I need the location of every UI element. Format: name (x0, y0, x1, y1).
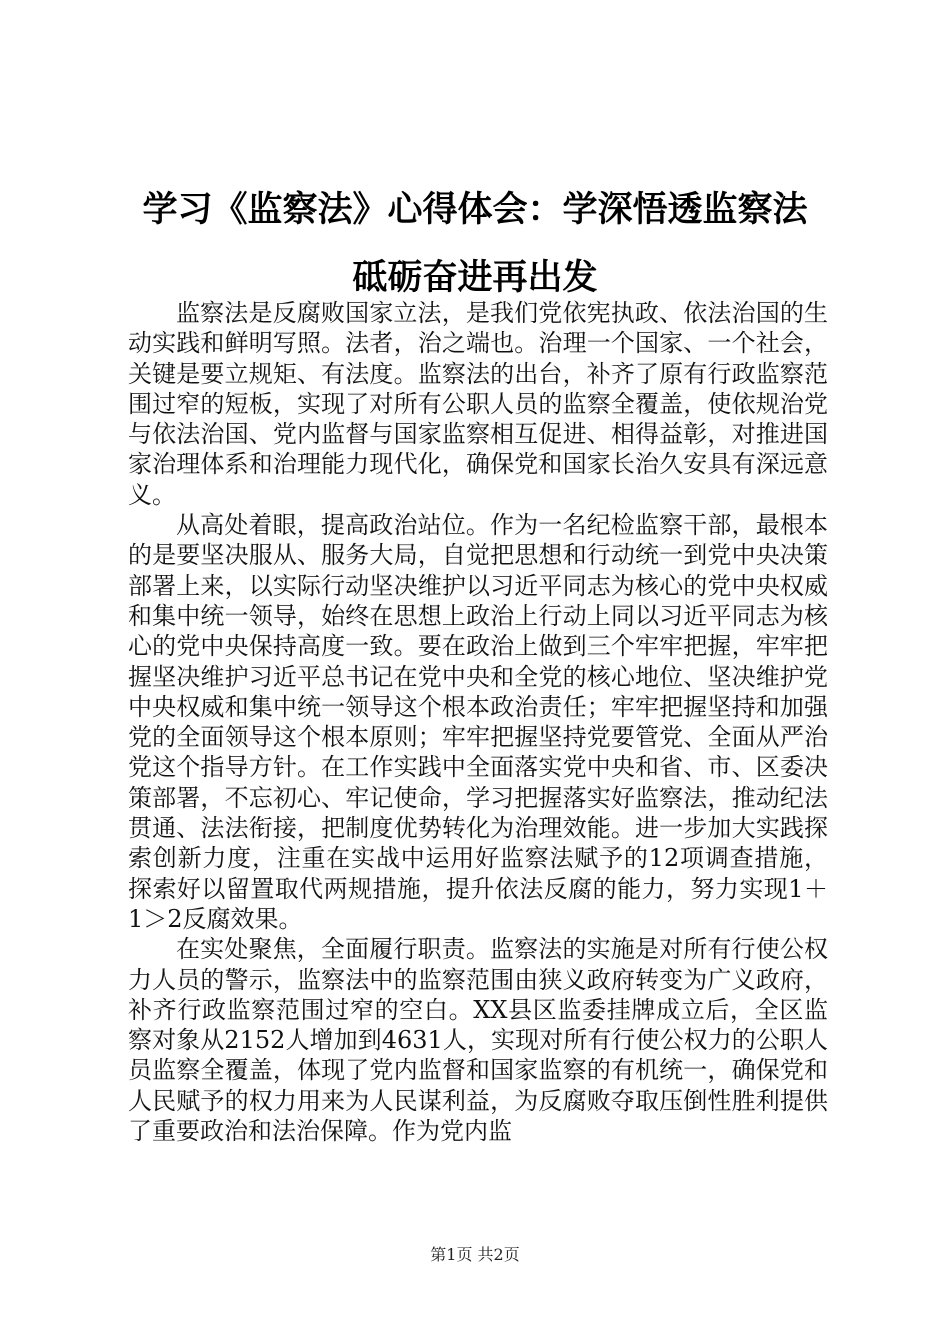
document-body (128, 298, 828, 1146)
page-number-footer: 第1页 共2页 (430, 1245, 520, 1264)
paragraph-2: 从高处着眼，提高政治站位。作为一名纪检监察干部，最根本的是要坚决服从、服务大局，自觉把思想和行动统一到党中央决策部署上来，以实际行动坚决维护以习近平同志为核心的党中央权威和集中统一领导，始终在思想上政治上行动上同以习近平同志为核心的党中央保持高度一致。要在政治上做到三个牢牢把握，牢牢把握坚决维护习近平总书记在党中央和全党的核心地位、坚决维护党中央权威和集中统一领导这个根本政治责任；牢牢把握坚持和加强党的全面领导这个根本原则；牢牢把握坚持党要管党、全面从严治党这个指导方针。在工作实践中全面落实党中央和省、市、区委决策部署，不忘初心、牢记使命，学习把握落实好监察法，推动纪法贯通、法法衔接，把制度优势转化为治理效能。进一步加大实践探索创新力度，注重在实战中运用好监察法赋予的12项调查措施，探索好以留置取代两规措施，提升依法反腐的能力，努力实现1＋1＞2反腐效果。 (128, 511, 828, 933)
paragraph-3: 在实处聚焦，全面履行职责。监察法的实施是对所有行使公权力人员的警示，监察法中的监察范围由狭义政府转变为广义政府，补齐行政监察范围过窄的空白。XX县区监委挂牌成立后，全区监察对象从2152人增加到4631人，实现对所有行使公权力的公职人员监察全覆盖，体现了党内监督和国家监察的有机统一，确保党和人民赋予的权力用来为人民谋利益，为反腐败夺取压倒性胜利提供了重要政治和法治保障。作为党内监 (128, 935, 828, 1146)
paragraph-1: 监察法是反腐败国家立法，是我们党依宪执政、依法治国的生动实践和鲜明写照。法者，治之端也。治理一个国家、一个社会，关键是要立规矩、有法度。监察法的出台，补齐了原有行政监察范围过窄的短板，实现了对所有公职人员的监察全覆盖，使依规治党与依法治国、党内监督与国家监察相互促进、相得益彰，对推进国家治理体系和治理能力现代化，确保党和国家长治久安具有深远意义。 (128, 299, 828, 509)
title-line-2: 砥砺奋进再出发 (352, 257, 598, 298)
title-line-1: 学习《监察法》心得体会：学深悟透监察法 (142, 189, 808, 230)
document-title (110, 180, 840, 298)
